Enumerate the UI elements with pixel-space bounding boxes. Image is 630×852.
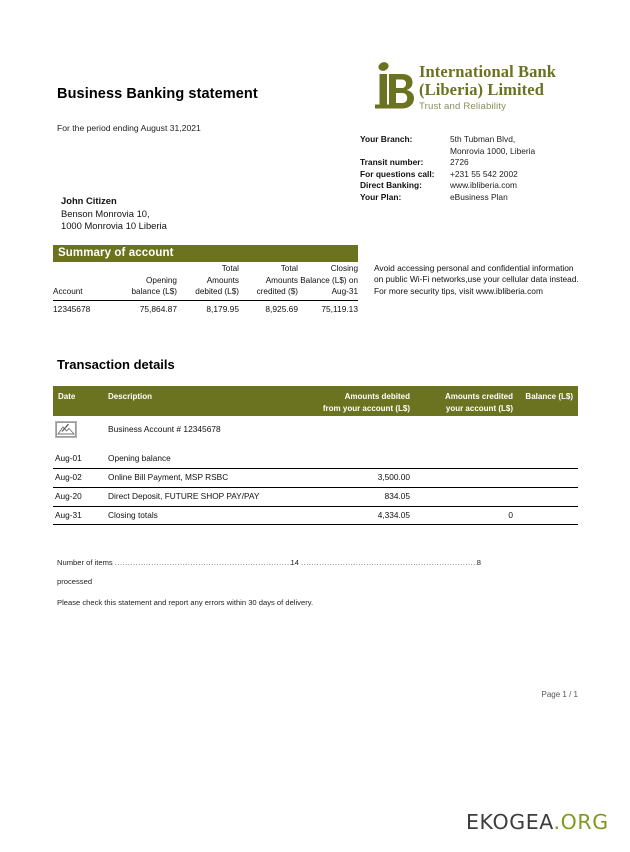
- transaction-debited: 4,334.05: [377, 510, 410, 520]
- transaction-date: Aug-20: [55, 491, 82, 501]
- table-row: [53, 487, 578, 506]
- column-header-credited-line-1: Amounts credited: [444, 392, 513, 401]
- statement-period: For the period ending August 31,2021: [57, 123, 201, 133]
- summary-th-blank-b: [115, 264, 177, 276]
- items-label: Number of items: [57, 558, 113, 567]
- statement-disclaimer: Please check this statement and report any errors within 30 days of delivery.: [57, 598, 314, 607]
- transaction-table-header: [53, 386, 578, 416]
- transaction-credited: 0: [508, 510, 513, 520]
- table-row: [53, 468, 578, 487]
- summary-th-opening-1: Opening: [146, 275, 177, 285]
- summary-th-closing-2: Balance (L$) on: [300, 275, 358, 285]
- summary-closing-balance: 75,119.13: [321, 303, 358, 314]
- summary-opening-balance: 75,864.87: [139, 303, 177, 314]
- transaction-table-body: [53, 416, 578, 525]
- bank-logo: [369, 58, 584, 120]
- branch-value: +231 55 542 2002: [450, 168, 518, 179]
- customer-name: John Citizen: [61, 195, 117, 206]
- transaction-debited: 3,500.00: [377, 472, 410, 482]
- summary-data-row: [53, 300, 358, 314]
- security-notice: Avoid accessing personal and confidential information on public Wi-Fi networks,use your cellular data instead. For more security tips, visit www.ibliberia.com: [374, 263, 579, 296]
- customer-address-line-1: Benson Monrovia 10,: [61, 207, 150, 219]
- summary-th-opening-balance: balance (L$): [115, 287, 177, 300]
- broken-image-icon: [55, 421, 77, 438]
- bank-name-line-2: (Liberia) Limited: [419, 79, 544, 99]
- column-header-balance: Balance (L$): [525, 392, 573, 401]
- summary-header-row-top: [53, 264, 358, 276]
- summary-th-account: Account: [53, 287, 115, 300]
- branch-row-your-branch: [360, 134, 590, 157]
- branch-details: [360, 134, 590, 204]
- column-header-debited-line-2: from your account (L$): [322, 404, 410, 413]
- page-number: Page 1 / 1: [541, 690, 578, 699]
- customer-address: [61, 195, 167, 233]
- branch-value: eBusiness Plan: [450, 191, 508, 202]
- branch-address-line-1: 5th Tubman Blvd,: [450, 134, 516, 144]
- items-value-credits: 8: [476, 558, 481, 567]
- ib-monogram-icon: [369, 60, 419, 112]
- summary-header-row-mid: [53, 276, 358, 288]
- summary-th-blank-c: [53, 276, 115, 288]
- items-value-debits: 14: [290, 558, 299, 567]
- summary-th-closing-1: Closing: [330, 264, 358, 273]
- branch-row-transit-number: [360, 157, 590, 169]
- table-row: [53, 506, 578, 525]
- branch-row-your-plan: [360, 192, 590, 204]
- summary-heading: Summary of account: [58, 247, 174, 259]
- column-header-debited-line-1: Amounts debited: [344, 392, 410, 401]
- transaction-description: Direct Deposit, FUTURE SHOP PAY/PAY: [108, 491, 260, 501]
- branch-row-questions-call: [360, 169, 590, 181]
- transaction-date: Aug-01: [55, 453, 82, 463]
- column-header-description: Description: [108, 392, 153, 401]
- table-bottom-rule: [53, 524, 578, 525]
- bank-tagline: Trust and Reliability: [419, 101, 507, 112]
- summary-th-closing-date: Aug-31: [298, 287, 358, 300]
- branch-label: Your Branch:: [360, 134, 413, 144]
- summary-th-total-credited-2: Amounts: [265, 275, 298, 285]
- transaction-date: Aug-02: [55, 472, 82, 482]
- transaction-description: Online Bill Payment, MSP RSBC: [108, 472, 229, 482]
- bank-name-line-1: International Bank: [419, 62, 557, 81]
- summary-th-total-debited-2: Amounts: [206, 275, 239, 285]
- transaction-date: Aug-31: [55, 510, 82, 520]
- summary-th-debited: debited (L$): [177, 287, 239, 300]
- summary-header-row-bottom: [53, 287, 358, 300]
- page-title: Business Banking statement: [57, 86, 258, 102]
- summary-section-header: [53, 245, 358, 262]
- branch-label: Transit number:: [360, 157, 424, 168]
- branch-label: For questions call:: [360, 168, 435, 179]
- summary-account-number: 12345678: [53, 303, 91, 314]
- dot-leader: [301, 558, 477, 567]
- items-processed-label: processed: [57, 577, 93, 586]
- bank-logo-text: [419, 63, 584, 112]
- account-row-label: Business Account # 12345678: [108, 424, 221, 434]
- watermark: [466, 810, 609, 834]
- table-row: [53, 450, 578, 468]
- transaction-description: Closing totals: [108, 510, 158, 520]
- branch-value: [450, 134, 535, 157]
- account-header-row: [53, 416, 578, 450]
- branch-value: www.ibliberia.com: [450, 180, 518, 191]
- customer-address-line-2: 1000 Monrovia 10 Liberia: [61, 220, 167, 232]
- branch-row-direct-banking: [360, 180, 590, 192]
- branch-label: Your Plan:: [360, 191, 402, 202]
- column-header-credited-line-2: your account (L$): [445, 404, 513, 413]
- branch-address-line-2: Monrovia 1000, Liberia: [450, 145, 536, 156]
- branch-value: 2726: [450, 157, 469, 168]
- summary-total-credited: 8,925.69: [265, 303, 298, 314]
- branch-label: Direct Banking:: [360, 180, 422, 191]
- transaction-debited: 834.05: [384, 491, 410, 501]
- watermark-tld: .ORG: [553, 810, 609, 834]
- summary-th-blank-a: [53, 264, 115, 276]
- summary-th-total-debited-1: Total: [221, 264, 239, 273]
- summary-th-total-credited-1: Total: [280, 264, 298, 273]
- column-header-date: Date: [58, 392, 76, 401]
- dot-leader: [115, 558, 291, 567]
- transaction-details-title: Transaction details: [57, 357, 175, 372]
- transaction-description: Opening balance: [108, 453, 171, 463]
- summary-table: [53, 264, 358, 314]
- summary-total-debited: 8,179.95: [206, 303, 239, 314]
- summary-th-credited: credited ($): [239, 287, 298, 300]
- watermark-name: EKOGEA: [466, 810, 554, 834]
- items-processed-line: [57, 558, 481, 567]
